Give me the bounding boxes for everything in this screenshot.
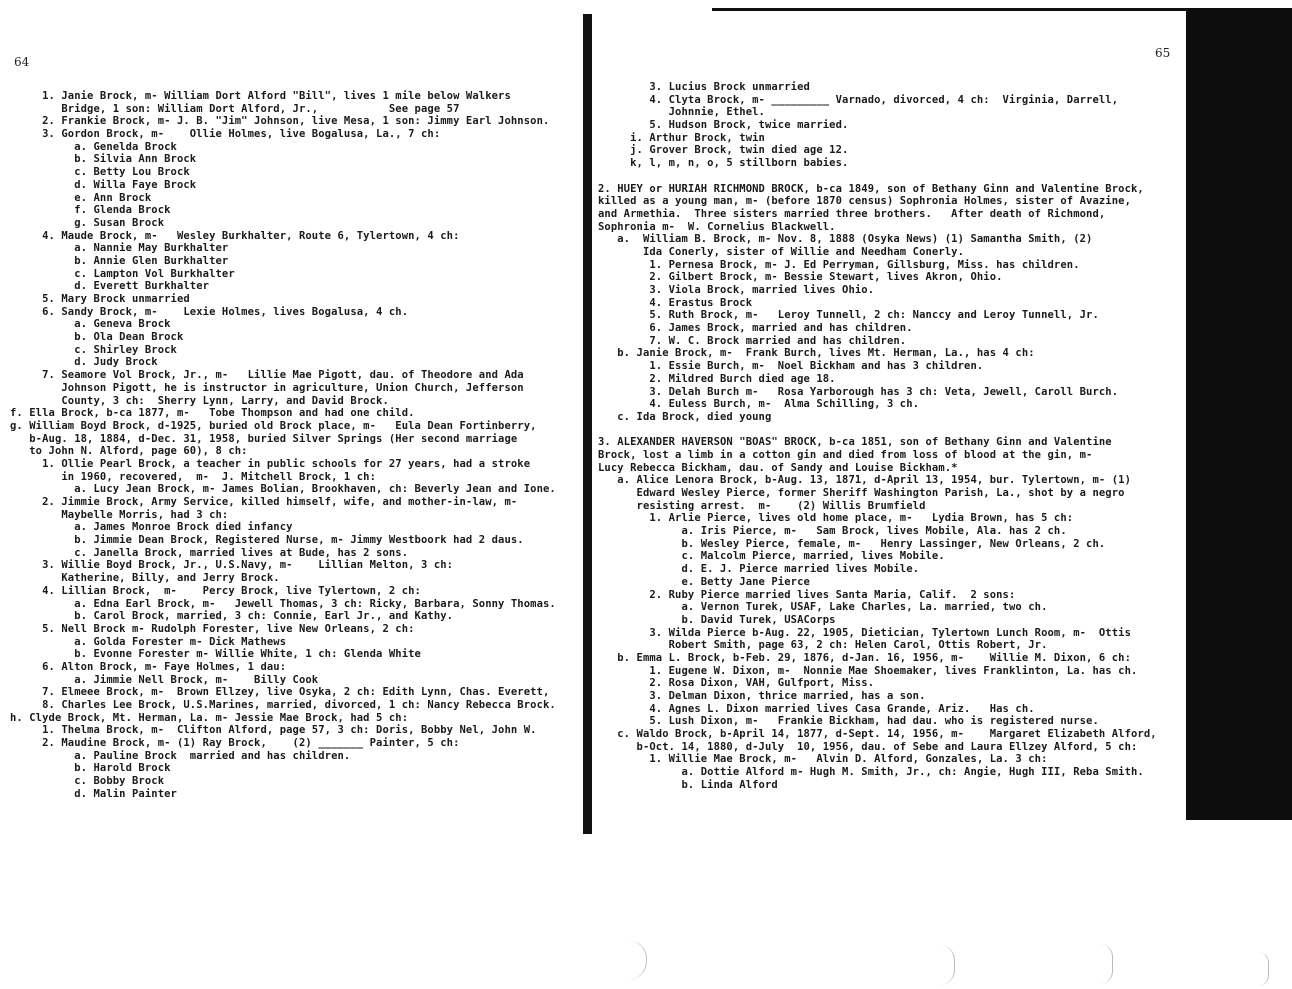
text-line: b. Wesley Pierce, female, m- Henry Lassinger, New Orleans, 2 ch.	[598, 537, 1106, 550]
text-line: 3. Delman Dixon, thrice married, has a son.	[598, 690, 926, 702]
text-line: 2. HUEY or HURIAH RICHMOND BROCK, b-ca 1849, son of Bethany Ginn and Valentine Brock,	[598, 182, 1144, 195]
text-line: b. Silvia Ann Brock	[10, 153, 197, 166]
text-line: 6. James Brock, married and has children.	[598, 322, 913, 335]
text-line: 2. Gilbert Brock, m- Bessie Stewart, lives Akron, Ohio.	[598, 271, 1003, 284]
text-line: 7. W. C. Brock married and has children.	[598, 334, 907, 347]
text-line: a. Lucy Jean Brock, m- James Bolian, Brookhaven, ch: Beverly Jean and Ione.	[10, 483, 556, 496]
text-line: a. Vernon Turek, USAF, Lake Charles, La. married, two ch.	[598, 601, 1048, 614]
text-line: killed as a young man, m- (before 1870 census) Sophronia Holmes, sister of Avazine,	[598, 195, 1131, 208]
text-line: 5. Lush Dixon, m- Frankie Bickham, had dau. who is registered nurse.	[598, 715, 1099, 728]
text-line: 3. Lucius Brock unmarried	[598, 81, 810, 93]
text-line: d. E. J. Pierce married lives Mobile.	[598, 563, 920, 576]
text-line: 4. Agnes L. Dixon married lives Casa Grande, Ariz. Has ch.	[598, 702, 1035, 715]
text-line: d. Malin Painter	[10, 787, 177, 800]
text-line: in 1960, recovered, m- J. Mitchell Brock, 1 ch:	[10, 470, 377, 483]
text-line: a. Genelda Brock	[10, 140, 177, 153]
text-line: 7. Elmeee Brock, m- Brown Ellzey, live Osyka, 2 ch: Edith Lynn, Chas. Everett,	[10, 686, 550, 699]
text-line: Ida Conerly, sister of Willie and Needham Conerly.	[598, 245, 965, 258]
text-line: k, l, m, n, o, 5 stillborn babies.	[598, 157, 849, 170]
text-line: d. Everett Burkhalter	[10, 280, 210, 293]
text-line: e. Betty Jane Pierce	[598, 575, 810, 588]
text-line: 2. Ruby Pierce married lives Santa Maria, Calif. 2 sons:	[598, 588, 1016, 601]
text-line: b. Emma L. Brock, b-Feb. 29, 1876, d-Jan. 16, 1956, m- Willie M. Dixon, 6 ch:	[598, 651, 1131, 664]
text-line: j. Grover Brock, twin died age 12.	[598, 144, 849, 157]
right-page-number: 65	[1155, 46, 1171, 60]
text-line	[598, 424, 1186, 437]
text-line: b. Ola Dean Brock	[10, 331, 184, 344]
text-line: c. Lampton Vol Burkhalter	[10, 267, 235, 280]
text-line: b. Evonne Forester m- Willie White, 1 ch: Glenda White	[10, 648, 421, 661]
text-line: a. Dottie Alford m- Hugh M. Smith, Jr., ch: Angie, Hugh III, Reba Smith.	[598, 766, 1144, 779]
text-line: c. Betty Lou Brock	[10, 166, 190, 179]
text-line: b-Oct. 14, 1880, d-July 10, 1956, dau. of Sebe and Laura Ellzey Alford, 5 ch:	[598, 740, 1138, 753]
text-line: a. Golda Forester m- Dick Mathews	[10, 635, 287, 648]
text-line: i. Arthur Brock, twin	[598, 131, 765, 144]
text-line: c. Malcolm Pierce, married, lives Mobile.	[598, 550, 945, 563]
text-line: 4. Erastus Brock	[598, 296, 753, 309]
text-line: a. James Monroe Brock died infancy	[10, 521, 293, 534]
text-line: b. David Turek, USACorps	[598, 613, 836, 626]
text-line: Robert Smith, page 63, 2 ch: Helen Carol, Ottis Robert, Jr.	[598, 639, 1048, 652]
text-line: 3. ALEXANDER HAVERSON "BOAS" BROCK, b-ca 1851, son of Bethany Ginn and Valentine	[598, 436, 1112, 449]
right-page-text	[598, 81, 1186, 792]
text-line: 2. Frankie Brock, m- J. B. "Jim" Johnson, live Mesa, 1 son: Jimmy Earl Johnson.	[10, 115, 550, 128]
text-line: 1. Eugene W. Dixon, m- Nonnie Mae Shoemaker, lives Franklinton, La. has ch.	[598, 664, 1138, 677]
text-line: a. Alice Lenora Brock, b-Aug. 13, 1871, d-April 13, 1954, bur. Tylertown, m- (1)	[598, 474, 1131, 487]
text-line: 6. Sandy Brock, m- Lexie Holmes, lives Bogalusa, 4 ch.	[10, 305, 409, 318]
text-line: 4. Euless Burch, m- Alma Schilling, 3 ch.	[598, 398, 920, 411]
text-line: Katherine, Billy, and Jerry Brock.	[10, 572, 280, 585]
text-line: h. Clyde Brock, Mt. Herman, La. m- Jessie Mae Brock, had 5 ch:	[10, 711, 409, 724]
text-line: 1. Arlie Pierce, lives old home place, m- Lydia Brown, has 5 ch:	[598, 512, 1074, 525]
text-line: Johnson Pigott, he is instructor in agriculture, Union Church, Jefferson	[10, 381, 524, 394]
text-line: and Armethia. Three sisters married three brothers. After death of Richmond,	[598, 207, 1106, 220]
text-line: 3. Gordon Brock, m- Ollie Holmes, live Bogalusa, La., 7 ch:	[10, 128, 441, 141]
text-line: c. Janella Brock, married lives at Bude, has 2 sons.	[10, 546, 409, 559]
text-line: a. Nannie May Burkhalter	[10, 242, 229, 255]
text-line: 5. Mary Brock unmarried	[10, 293, 190, 305]
text-line: Bridge, 1 son: William Dort Alford, Jr., See page 57	[10, 102, 460, 115]
text-line: 4. Lillian Brock, m- Percy Brock, live Tylertown, 2 ch:	[10, 584, 421, 597]
text-line: 5. Hudson Brock, twice married.	[598, 119, 849, 132]
text-line: County, 3 ch: Sherry Lynn, Larry, and David Brock.	[10, 394, 389, 407]
text-line: a. William B. Brock, m- Nov. 8, 1888 (Osyka News) (1) Samantha Smith, (2)	[598, 233, 1093, 246]
text-line: 5. Ruth Brock, m- Leroy Tunnell, 2 ch: Nanccy and Leroy Tunnell, Jr.	[598, 309, 1099, 322]
text-line: f. Ella Brock, b-ca 1877, m- Tobe Thompson and had one child.	[10, 407, 415, 420]
book-gutter	[583, 14, 592, 834]
left-page-number: 64	[14, 55, 30, 69]
text-line: Maybelle Morris, had 3 ch:	[10, 508, 229, 521]
text-line: a. Edna Earl Brock, m- Jewell Thomas, 3 ch: Ricky, Barbara, Sonny Thomas.	[10, 597, 556, 610]
text-line: a. Pauline Brock married and has children.	[10, 749, 351, 762]
text-line: 1. Pernesa Brock, m- J. Ed Perryman, Gillsburg, Miss. has children.	[598, 258, 1080, 271]
text-line: b. Annie Glen Burkhalter	[10, 254, 229, 267]
text-line: g. William Boyd Brock, d-1925, buried old Brock place, m- Eula Dean Fortinberry,	[10, 419, 537, 432]
left-page	[0, 0, 588, 989]
text-line: Edward Wesley Pierce, former Sheriff Washington Parish, La., shot by a negro	[598, 487, 1125, 499]
text-line: 3. Viola Brock, married lives Ohio.	[598, 284, 875, 296]
text-line: 3. Delah Burch m- Rosa Yarborough has 3 ch: Veta, Jewell, Caroll Burch.	[598, 385, 1119, 398]
text-line: 3. Wilda Pierce b-Aug. 22, 1905, Dietician, Tylertown Lunch Room, m- Ottis	[598, 626, 1131, 639]
text-line: d. Willa Faye Brock	[10, 178, 197, 191]
text-line: c. Shirley Brock	[10, 343, 177, 356]
text-line: resisting arrest. m- (2) Willis Brumfield	[598, 499, 926, 512]
text-line: 1. Thelma Brock, m- Clifton Alford, page 57, 3 ch: Doris, Bobby Nel, John W.	[10, 724, 537, 737]
text-line: Lucy Rebecca Bickham, dau. of Sandy and Louise Bickham.*	[598, 461, 958, 474]
text-line: c. Waldo Brock, b-April 14, 1877, d-Sept. 14, 1956, m- Margaret Elizabeth Alford,	[598, 728, 1157, 741]
text-line: a. Geneva Brock	[10, 318, 171, 331]
left-page-text	[10, 90, 585, 801]
text-line: a. Iris Pierce, m- Sam Brock, lives Mobile, Ala. has 2 ch.	[598, 525, 1067, 538]
text-line: Sophronia m- W. Cornelius Blackwell.	[598, 220, 836, 233]
text-line: 6. Alton Brock, m- Faye Holmes, 1 dau:	[10, 660, 287, 673]
text-line: 8. Charles Lee Brock, U.S.Marines, married, divorced, 1 ch: Nancy Rebecca Brock.	[10, 699, 556, 711]
text-line: a. Jimmie Nell Brock, m- Billy Cook	[10, 673, 319, 686]
scan-right-edge	[1186, 8, 1292, 820]
text-line: 2. Mildred Burch died age 18.	[598, 372, 836, 385]
text-line: b. Carol Brock, married, 3 ch: Connie, Earl Jr., and Kathy.	[10, 610, 454, 623]
text-line: g. Susan Brock	[10, 216, 165, 229]
text-line: b. Jimmie Dean Brock, Registered Nurse, m- Jimmy Westboork had 2 daus.	[10, 534, 524, 547]
text-line: c. Ida Brock, died young	[598, 410, 772, 423]
text-line: b. Linda Alford	[598, 778, 778, 791]
text-line: 1. Willie Mae Brock, m- Alvin D. Alford, Gonzales, La. 3 ch:	[598, 753, 1048, 766]
text-line: b. Janie Brock, m- Frank Burch, lives Mt. Herman, La., has 4 ch:	[598, 347, 1035, 360]
text-line: 7. Seamore Vol Brock, Jr., m- Lillie Mae Pigott, dau. of Theodore and Ada	[10, 369, 524, 382]
text-line: 5. Nell Brock m- Rudolph Forester, live New Orleans, 2 ch:	[10, 622, 415, 635]
text-line: 2. Rosa Dixon, VAH, Gulfport, Miss.	[598, 677, 875, 690]
text-line	[598, 170, 1186, 183]
text-line: 1. Janie Brock, m- William Dort Alford "Bill", lives 1 mile below Walkers	[10, 90, 511, 102]
text-line: 1. Essie Burch, m- Noel Bickham and has 3 children.	[598, 360, 984, 373]
text-line: 4. Clyta Brock, m- _________ Varnado, divorced, 4 ch: Virginia, Darrell,	[598, 93, 1119, 106]
text-line: Johnnie, Ethel.	[598, 106, 765, 119]
text-line: e. Ann Brock	[10, 191, 152, 204]
text-line: f. Glenda Brock	[10, 204, 171, 217]
text-line: 4. Maude Brock, m- Wesley Burkhalter, Route 6, Tylertown, 4 ch:	[10, 229, 460, 242]
text-line: c. Bobby Brock	[10, 775, 165, 788]
scan-top-edge	[712, 8, 1242, 11]
text-line: b-Aug. 18, 1884, d-Dec. 31, 1958, buried Silver Springs (Her second marriage	[10, 432, 518, 445]
text-line: 2. Jimmie Brock, Army Service, killed himself, wife, and mother-in-law, m-	[10, 496, 518, 508]
text-line: 3. Willie Boyd Brock, Jr., U.S.Navy, m- Lillian Melton, 3 ch:	[10, 559, 454, 572]
text-line: 2. Maudine Brock, m- (1) Ray Brock, (2) _______ Painter, 5 ch:	[10, 737, 460, 750]
text-line: d. Judy Brock	[10, 356, 158, 369]
text-line: b. Harold Brock	[10, 762, 171, 775]
text-line: Brock, lost a limb in a cotton gin and died from loss of blood at the gin, m-	[598, 448, 1093, 461]
text-line: to John N. Alford, page 60), 8 ch:	[10, 445, 248, 458]
text-line: 1. Ollie Pearl Brock, a teacher in public schools for 27 years, had a stroke	[10, 457, 531, 470]
